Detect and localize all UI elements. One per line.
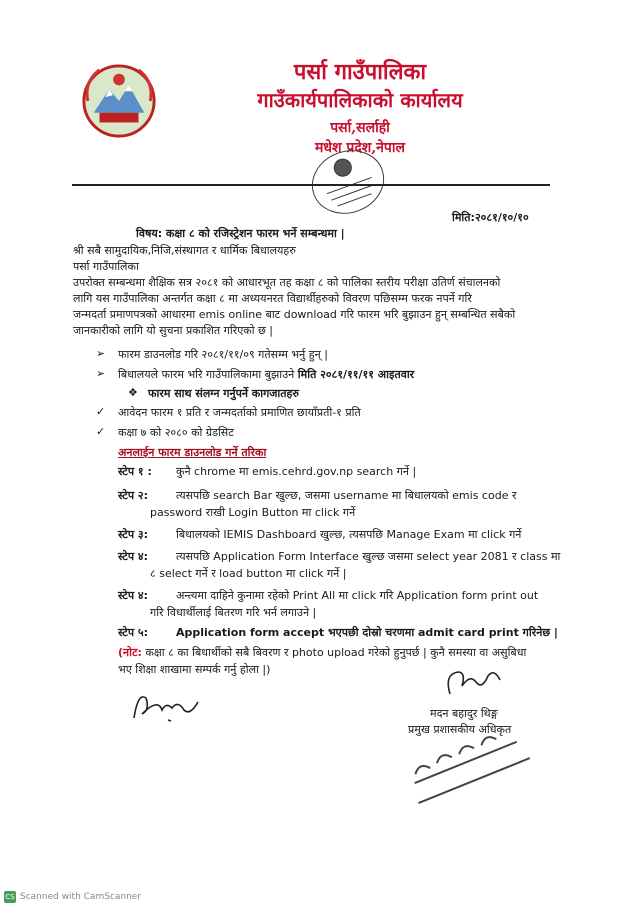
header-divider: [72, 184, 550, 186]
step-label: स्टेप २:: [118, 489, 149, 502]
addressee: श्री सबै सामुदायिक,निजि,संस्थागत र धार्मिक बिधालयहरु: [73, 244, 296, 257]
check-bullet-icon: ✓: [96, 425, 106, 438]
step-label: स्टेप ४:: [118, 550, 149, 563]
nepal-emblem-icon: [80, 62, 158, 140]
step-text: Application form accept भएपछी दोस्रो चरणमा admit card print गरिनेछ |: [176, 626, 558, 639]
list-item: [118, 367, 414, 382]
signatory-title: प्रमुख प्रशासकीय अधिकृत: [408, 723, 512, 736]
step-text: अन्त्यमा दाहिने कुनामा रहेको Print All मा click गरि Application form print out: [176, 589, 539, 602]
diamond-bullet-icon: ❖: [128, 386, 138, 399]
note-text: कक्षा ८ का बिधार्थीको सबै बिवरण र photo upload गरेको हुनुपर्छ | कुनै समस्या वा असुबिधा: [141, 646, 527, 659]
office-stamp-icon: [305, 142, 391, 222]
document-date: मिति:२०८१/१०/१०: [452, 211, 529, 224]
name-stamp-icon: [400, 725, 540, 805]
signature-right-icon: [440, 664, 510, 702]
note-label: (नोट:: [118, 646, 142, 659]
office-province: मधेश प्रदेश,नेपाल: [314, 140, 405, 156]
signature-left-icon: [128, 688, 208, 728]
list-item: आवेदन फारम १ प्रति र जन्मदर्ताको प्रमाणित छायाँप्रती-१ प्रति: [118, 406, 361, 419]
office-name: पर्सा गाउँपालिका: [293, 59, 427, 85]
step-text: password राखी Login Button मा click गर्ने: [150, 506, 356, 519]
office-subtitle: गाउँकार्यपालिकाको कार्यालय: [257, 88, 463, 112]
camscanner-icon: CS: [5, 893, 15, 901]
step-text: कुनै chrome मा emis.cehrd.gov.np search गर्ने |: [176, 465, 417, 478]
body-line: जन्मदर्ता प्रमाणपत्रको आधारमा emis online बाट download गरि फारम भरि बुझाउन हुन् सम्बन्धित सबैको: [73, 308, 516, 321]
check-bullet-icon: ✓: [96, 405, 106, 418]
body-line: लागि यस गाउँपालिका अन्तर्गत कक्षा ८ मा अध्ययनरत विद्यार्थीहरुको विवरण पछिसम्म फरक नपर्ने गरि: [73, 292, 472, 305]
note-line: [118, 645, 526, 660]
body-line: जानकारीको लागि यो सुचना प्रकाशित गरिएको छ |: [73, 324, 273, 337]
step-text: बिधालयको IEMIS Dashboard खुल्छ, त्यसपछि Manage Exam मा click गर्ने: [176, 528, 522, 541]
addressee-place: पर्सा गाउँपालिका: [73, 260, 139, 273]
subject-line: विषय: कक्षा ८ को रजिस्ट्रेशन फारम भर्ने सम्बन्धमा |: [136, 227, 345, 240]
body-line: उपरोक्त सम्बन्धमा शैक्षिक सत्र २०८१ को आधारभूत तह कक्षा ८ को पालिका स्तरीय परीक्षा उतिर्ण संचालनको: [73, 276, 501, 289]
list-item-text: बिधालयले फारम भरि गाउँपालिकामा बुझाउने: [118, 368, 298, 381]
scanner-footer: [4, 891, 141, 903]
arrow-bullet-icon: ➢: [96, 347, 106, 360]
attachments-heading: फारम साथ संलग्न गर्नुपर्ने कागजातहरु: [148, 387, 299, 400]
arrow-bullet-icon: ➢: [96, 367, 106, 380]
list-item: कक्षा ७ को २०८० को ग्रेडसिट: [118, 426, 234, 439]
list-item-date: मिति २०८१/११/११ आइतवार: [297, 368, 415, 381]
note-line: भए शिक्षा शाखामा सम्पर्क गर्नु होला |): [118, 663, 271, 676]
list-item: फारम डाउनलोड गरि २०८१/११/०९ गतेसम्म भर्नु हुन् |: [118, 348, 328, 361]
step-text: त्यसपछि Application Form Interface खुल्छ जसमा select year 2081 र class मा: [176, 550, 561, 563]
step-text: गरि विधार्थीलाई बितरण गरि भर्न लगाउने |: [150, 606, 317, 619]
online-heading: अनलाईन फारम डाउनलोड गर्ने तरिका: [118, 446, 267, 459]
footer-text: Scanned with CamScanner: [20, 892, 142, 902]
step-label: स्टेप ४:: [118, 589, 149, 602]
signatory-name: मदन बहादुर थिङ्ग: [430, 707, 498, 720]
step-label: स्टेप ५:: [118, 626, 149, 639]
step-label: स्टेप ३:: [118, 528, 149, 541]
step-text: ८ select गर्ने र load button मा click गर्ने |: [150, 567, 347, 580]
office-location: पर्सा,सर्लाही: [330, 120, 390, 136]
step-text: त्यसपछि search Bar खुल्छ, जसमा username मा बिधालयको emis code र: [176, 489, 517, 502]
step-label: स्टेप १ :: [118, 465, 152, 478]
